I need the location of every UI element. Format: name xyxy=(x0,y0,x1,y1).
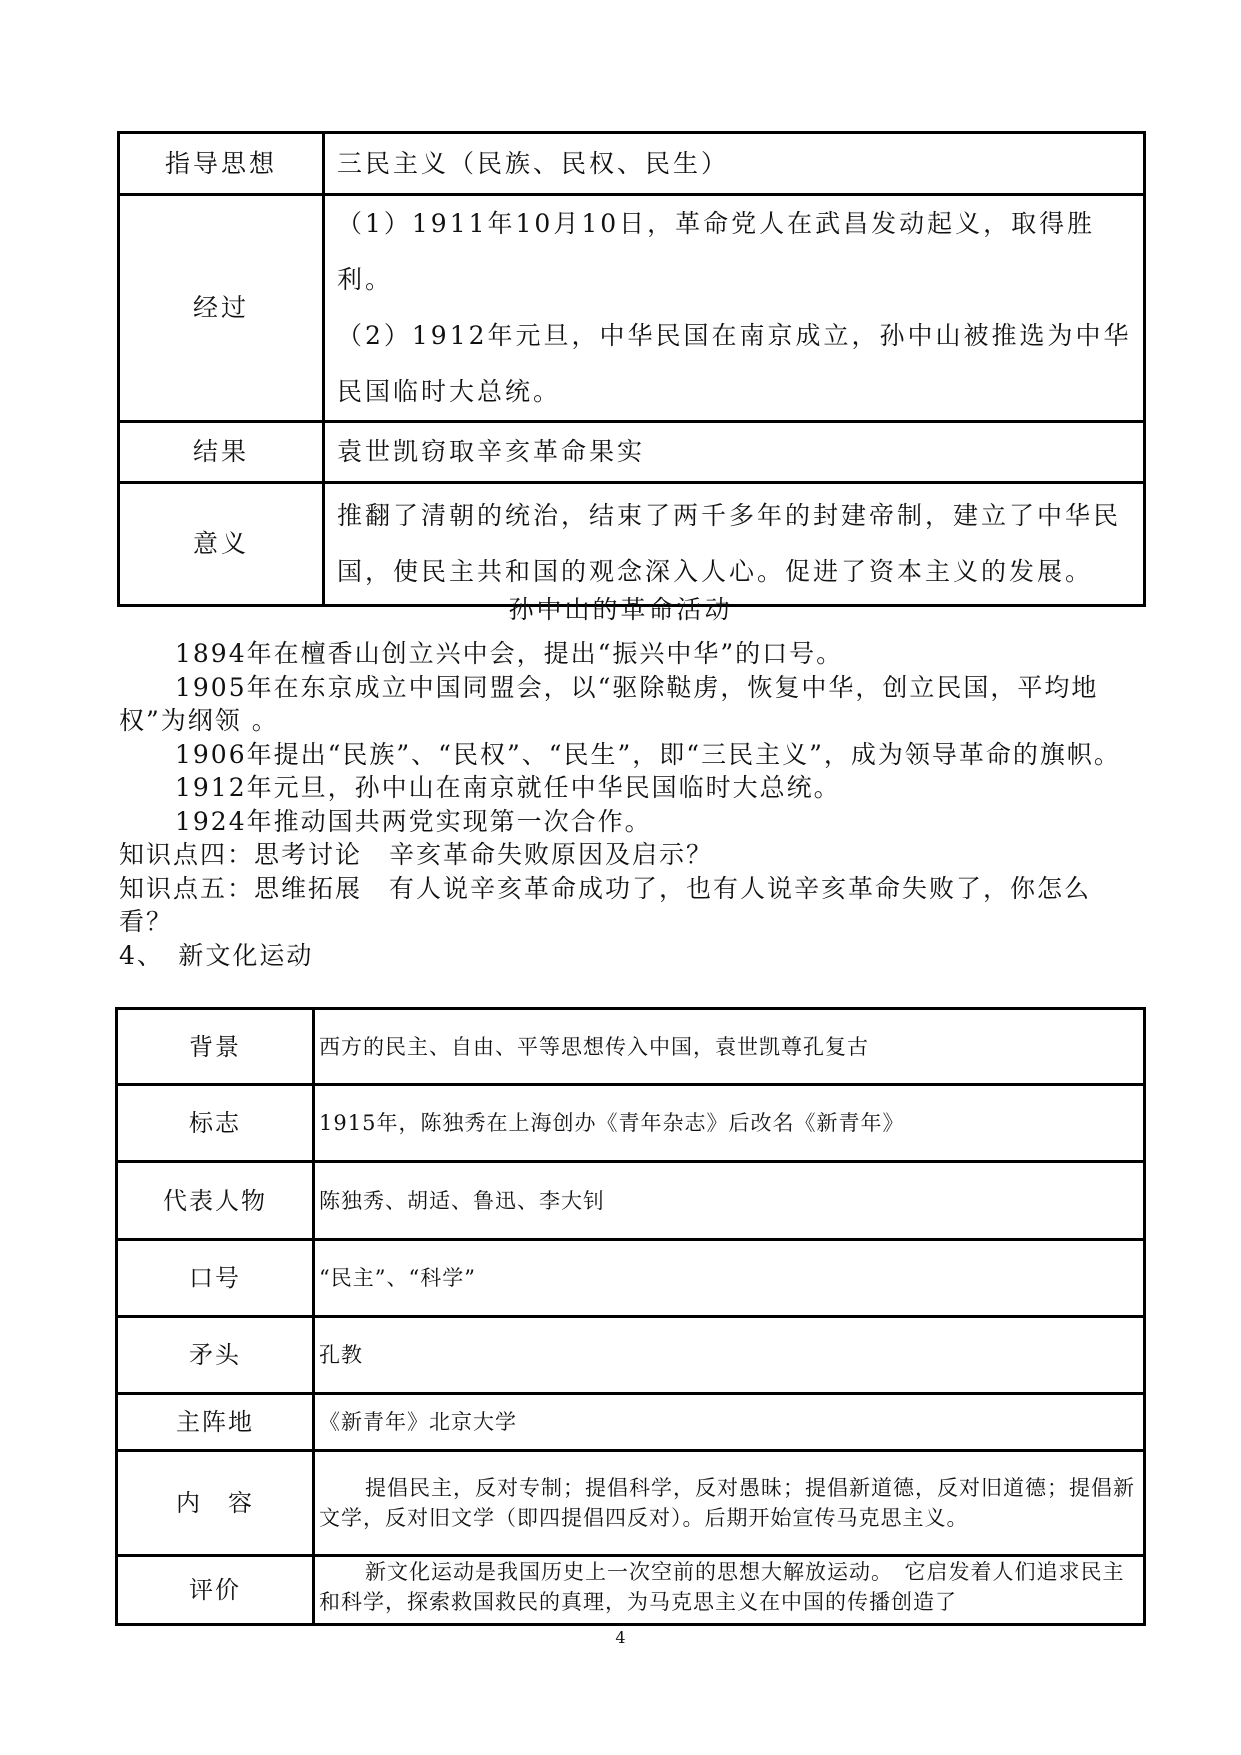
row-content: 三民主义（民族、民权、民生） xyxy=(324,133,1145,195)
paragraph: 1905年在东京成立中国同盟会，以“驱除鞑虏，恢复中华，创立民国，平均地权”为纲领 。 xyxy=(119,672,1099,735)
section-title: 孙中山的革命活动 xyxy=(508,595,733,624)
body-text xyxy=(119,637,1139,972)
row-label: 结果 xyxy=(119,422,324,483)
paragraph: 1912年元旦，孙中山在南京就任中华民国临时大总统。 xyxy=(175,773,841,802)
row-label: 意义 xyxy=(119,483,324,606)
paragraph: 1906年提出“民族”、“民权”、“民生”，即“三民主义”，成为领导革命的旗帜。 xyxy=(175,739,1121,769)
row-label: 主阵地 xyxy=(117,1394,314,1451)
row-content: 新文化运动是我国历史上一次空前的思想大解放运动。 它启发着人们追求民主和科学，探索救国救民的真理，为马克思主义在中国的传播创造了 xyxy=(314,1556,1145,1625)
row-content: 《新青年》北京大学 xyxy=(314,1394,1145,1451)
row-label: 内 容 xyxy=(117,1451,314,1556)
row-content: 推翻了清朝的统治，结束了两千多年的封建帝制，建立了中华民国，使民主共和国的观念深入人心。促进了资本主义的发展。 xyxy=(324,483,1145,606)
row-content: 西方的民主、自由、平等思想传入中国，袁世凯尊孔复古 xyxy=(314,1009,1145,1085)
row-label: 经过 xyxy=(119,195,324,422)
row-content: 陈独秀、胡适、鲁迅、李大钊 xyxy=(314,1162,1145,1240)
knowledge-point-5: 知识点五：思维拓展 有人说辛亥革命成功了，也有人说辛亥革命失败了，你怎么看？ xyxy=(119,873,1092,936)
content-line: （2）1912年元旦，中华民国在南京成立，孙中山被推选为中华民国临时大总统。 xyxy=(337,321,1132,406)
row-label: 代表人物 xyxy=(117,1162,314,1240)
row-content: “民主”、“科学” xyxy=(314,1240,1145,1317)
knowledge-point-4: 知识点四：思考讨论 辛亥革命失败原因及启示？ xyxy=(119,840,714,869)
page-number: 4 xyxy=(615,1628,626,1647)
row-label: 评价 xyxy=(117,1556,314,1625)
paragraph: 1894年在檀香山创立兴中会，提出“振兴中华”的口号。 xyxy=(175,639,844,668)
paragraph: 1924年推动国共两党实现第一次合作。 xyxy=(175,806,652,836)
row-label: 矛头 xyxy=(117,1317,314,1394)
row-content: 1915年，陈独秀在上海创办《青年杂志》后改名《新青年》 xyxy=(314,1085,1145,1162)
row-content: 袁世凯窃取辛亥革命果实 xyxy=(324,422,1145,483)
row-label: 背景 xyxy=(117,1009,314,1085)
xinhai-revolution-table xyxy=(117,131,1146,607)
new-culture-movement-table xyxy=(115,1007,1146,1626)
row-label: 口号 xyxy=(117,1240,314,1317)
row-label: 指导思想 xyxy=(119,133,324,195)
content-line: （1）1911年10月10日，革命党人在武昌发动起义，取得胜利。 xyxy=(337,209,1096,294)
row-content: 孔教 xyxy=(314,1317,1145,1394)
row-content: 提倡民主，反对专制；提倡科学，反对愚昧；提倡新道德，反对旧道德；提倡新文学，反对旧文学（即四提倡四反对）。后期开始宣传马克思主义。 xyxy=(314,1451,1145,1556)
row-content xyxy=(324,195,1145,422)
row-label: 标志 xyxy=(117,1085,314,1162)
section-heading-4: 4、 新文化运动 xyxy=(119,940,314,970)
